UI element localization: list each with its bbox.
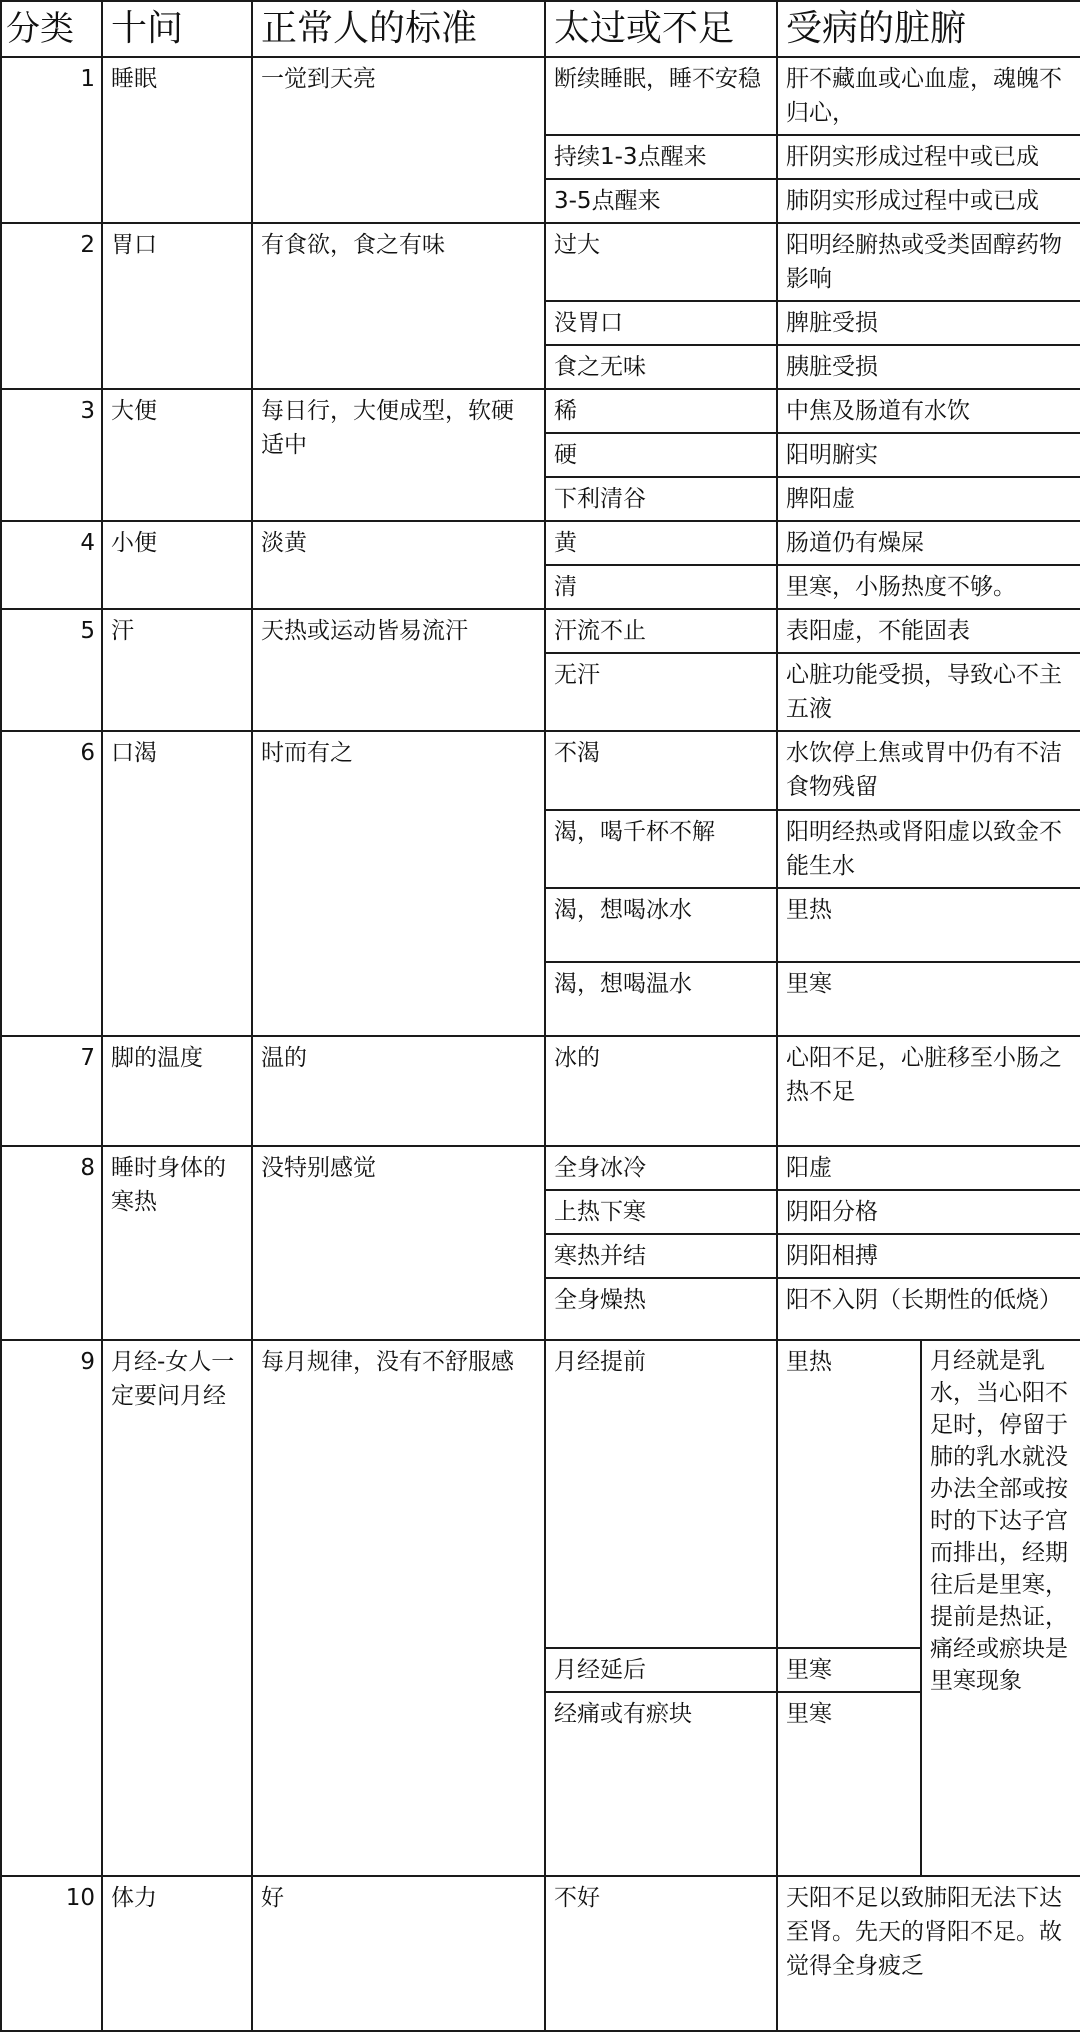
organ-cell: 里寒，小肠热度不够。 xyxy=(777,565,1080,609)
organ-cell: 肺阴实形成过程中或已成 xyxy=(777,179,1080,223)
table-row xyxy=(1,1036,1080,1146)
organ-cell: 脾脏受损 xyxy=(777,301,1080,345)
question-cell: 脚的温度 xyxy=(102,1036,252,1146)
symptom-cell: 下利清谷 xyxy=(545,477,777,521)
organ-cell: 表阳虚，不能固表 xyxy=(777,609,1080,653)
question-cell: 睡眠 xyxy=(102,57,252,223)
question-cell: 胃口 xyxy=(102,223,252,389)
category-number: 2 xyxy=(1,223,102,389)
organ-cell: 阳不入阴（长期性的低烧） xyxy=(777,1278,1080,1340)
symptom-cell: 无汗 xyxy=(545,653,777,731)
category-number: 4 xyxy=(1,521,102,609)
organ-cell: 里热 xyxy=(777,1340,921,1648)
symptom-cell: 全身冰冷 xyxy=(545,1146,777,1190)
organ-cell: 阳虚 xyxy=(777,1146,1080,1190)
symptom-cell: 汗流不止 xyxy=(545,609,777,653)
category-number: 9 xyxy=(1,1340,102,1876)
normal-standard-cell: 每月规律，没有不舒服感 xyxy=(252,1340,545,1876)
category-number: 10 xyxy=(1,1876,102,2031)
question-cell: 小便 xyxy=(102,521,252,609)
question-cell: 口渴 xyxy=(102,731,252,1036)
symptom-cell: 月经延后 xyxy=(545,1648,777,1692)
organ-cell: 阳明腑实 xyxy=(777,433,1080,477)
organ-cell: 心阳不足，心脏移至小肠之热不足 xyxy=(777,1036,1080,1146)
symptom-cell: 经痛或有瘀块 xyxy=(545,1692,777,1876)
symptom-cell: 清 xyxy=(545,565,777,609)
symptom-cell: 渴，想喝冰水 xyxy=(545,888,777,962)
table-row xyxy=(1,521,1080,565)
category-number: 8 xyxy=(1,1146,102,1340)
organ-cell: 心脏功能受损，导致心不主五液 xyxy=(777,653,1080,731)
symptom-cell: 上热下寒 xyxy=(545,1190,777,1234)
organ-cell: 中焦及肠道有水饮 xyxy=(777,389,1080,433)
organ-cell: 阳明经热或肾阳虚以致金不能生水 xyxy=(777,810,1080,888)
header-category: 分类 xyxy=(1,1,102,57)
normal-standard-cell: 有食欲，食之有味 xyxy=(252,223,545,389)
question-cell: 体力 xyxy=(102,1876,252,2031)
header-excess-deficiency: 太过或不足 xyxy=(545,1,777,57)
organ-cell: 阴阳分格 xyxy=(777,1190,1080,1234)
category-number: 7 xyxy=(1,1036,102,1146)
organ-cell: 里寒 xyxy=(777,1648,921,1692)
organ-cell: 胰脏受损 xyxy=(777,345,1080,389)
organ-cell: 脾阳虚 xyxy=(777,477,1080,521)
question-cell: 睡时身体的寒热 xyxy=(102,1146,252,1340)
normal-standard-cell: 时而有之 xyxy=(252,731,545,1036)
organ-cell: 肝阴实形成过程中或已成 xyxy=(777,135,1080,179)
symptom-cell: 渴，想喝温水 xyxy=(545,962,777,1036)
table-body xyxy=(1,1,1080,2031)
header-normal-standard: 正常人的标准 xyxy=(252,1,545,57)
organ-cell: 天阳不足以致肺阳无法下达至肾。先天的肾阳不足。故觉得全身疲乏 xyxy=(777,1876,1080,2031)
organ-cell: 肠道仍有燥屎 xyxy=(777,521,1080,565)
organ-cell: 肝不藏血或心血虚，魂魄不归心， xyxy=(777,57,1080,135)
question-cell: 大便 xyxy=(102,389,252,521)
symptom-cell: 稀 xyxy=(545,389,777,433)
organ-cell: 里热 xyxy=(777,888,1080,962)
table-row xyxy=(1,1146,1080,1190)
table-row xyxy=(1,57,1080,135)
normal-standard-cell: 淡黄 xyxy=(252,521,545,609)
normal-standard-cell: 每日行，大便成型，软硬适中 xyxy=(252,389,545,521)
normal-standard-cell: 温的 xyxy=(252,1036,545,1146)
organ-cell: 里寒 xyxy=(777,1692,921,1876)
table-row xyxy=(1,223,1080,301)
category-number: 5 xyxy=(1,609,102,731)
symptom-cell: 冰的 xyxy=(545,1036,777,1146)
category-number: 3 xyxy=(1,389,102,521)
header-affected-organ: 受病的脏腑 xyxy=(777,1,1080,57)
symptom-cell: 没胃口 xyxy=(545,301,777,345)
category-number: 6 xyxy=(1,731,102,1036)
category-number: 1 xyxy=(1,57,102,223)
normal-standard-cell: 没特别感觉 xyxy=(252,1146,545,1340)
organ-cell: 水饮停上焦或胃中仍有不洁食物残留 xyxy=(777,731,1080,810)
header-row xyxy=(1,1,1080,57)
organ-cell: 阳明经腑热或受类固醇药物影响 xyxy=(777,223,1080,301)
symptom-cell: 黄 xyxy=(545,521,777,565)
table-row xyxy=(1,731,1080,810)
table-row xyxy=(1,389,1080,433)
symptom-cell: 食之无味 xyxy=(545,345,777,389)
question-cell: 月经-女人一定要问月经 xyxy=(102,1340,252,1876)
symptom-cell: 持续1-3点醒来 xyxy=(545,135,777,179)
symptom-cell: 3-5点醒来 xyxy=(545,179,777,223)
header-question: 十问 xyxy=(102,1,252,57)
table-row xyxy=(1,1876,1080,2031)
normal-standard-cell: 天热或运动皆易流汗 xyxy=(252,609,545,731)
symptom-cell: 断续睡眠，睡不安稳 xyxy=(545,57,777,135)
symptom-cell: 不渴 xyxy=(545,731,777,810)
normal-standard-cell: 好 xyxy=(252,1876,545,2031)
organ-cell: 阴阳相搏 xyxy=(777,1234,1080,1278)
organ-cell: 里寒 xyxy=(777,962,1080,1036)
normal-standard-cell: 一觉到天亮 xyxy=(252,57,545,223)
table-row xyxy=(1,609,1080,653)
symptom-cell: 月经提前 xyxy=(545,1340,777,1648)
question-cell: 汗 xyxy=(102,609,252,731)
table-row xyxy=(1,1340,1080,1648)
symptom-cell: 不好 xyxy=(545,1876,777,2031)
symptom-cell: 硬 xyxy=(545,433,777,477)
symptom-cell: 全身燥热 xyxy=(545,1278,777,1340)
symptom-cell: 渴，喝千杯不解 xyxy=(545,810,777,888)
symptom-cell: 寒热并结 xyxy=(545,1234,777,1278)
symptom-cell: 过大 xyxy=(545,223,777,301)
explanation-note: 月经就是乳水，当心阳不足时，停留于肺的乳水就没办法全部或按时的下达子宫而排出，经期往后是里寒，提前是热证，痛经或瘀块是里寒现象 xyxy=(921,1340,1080,1876)
